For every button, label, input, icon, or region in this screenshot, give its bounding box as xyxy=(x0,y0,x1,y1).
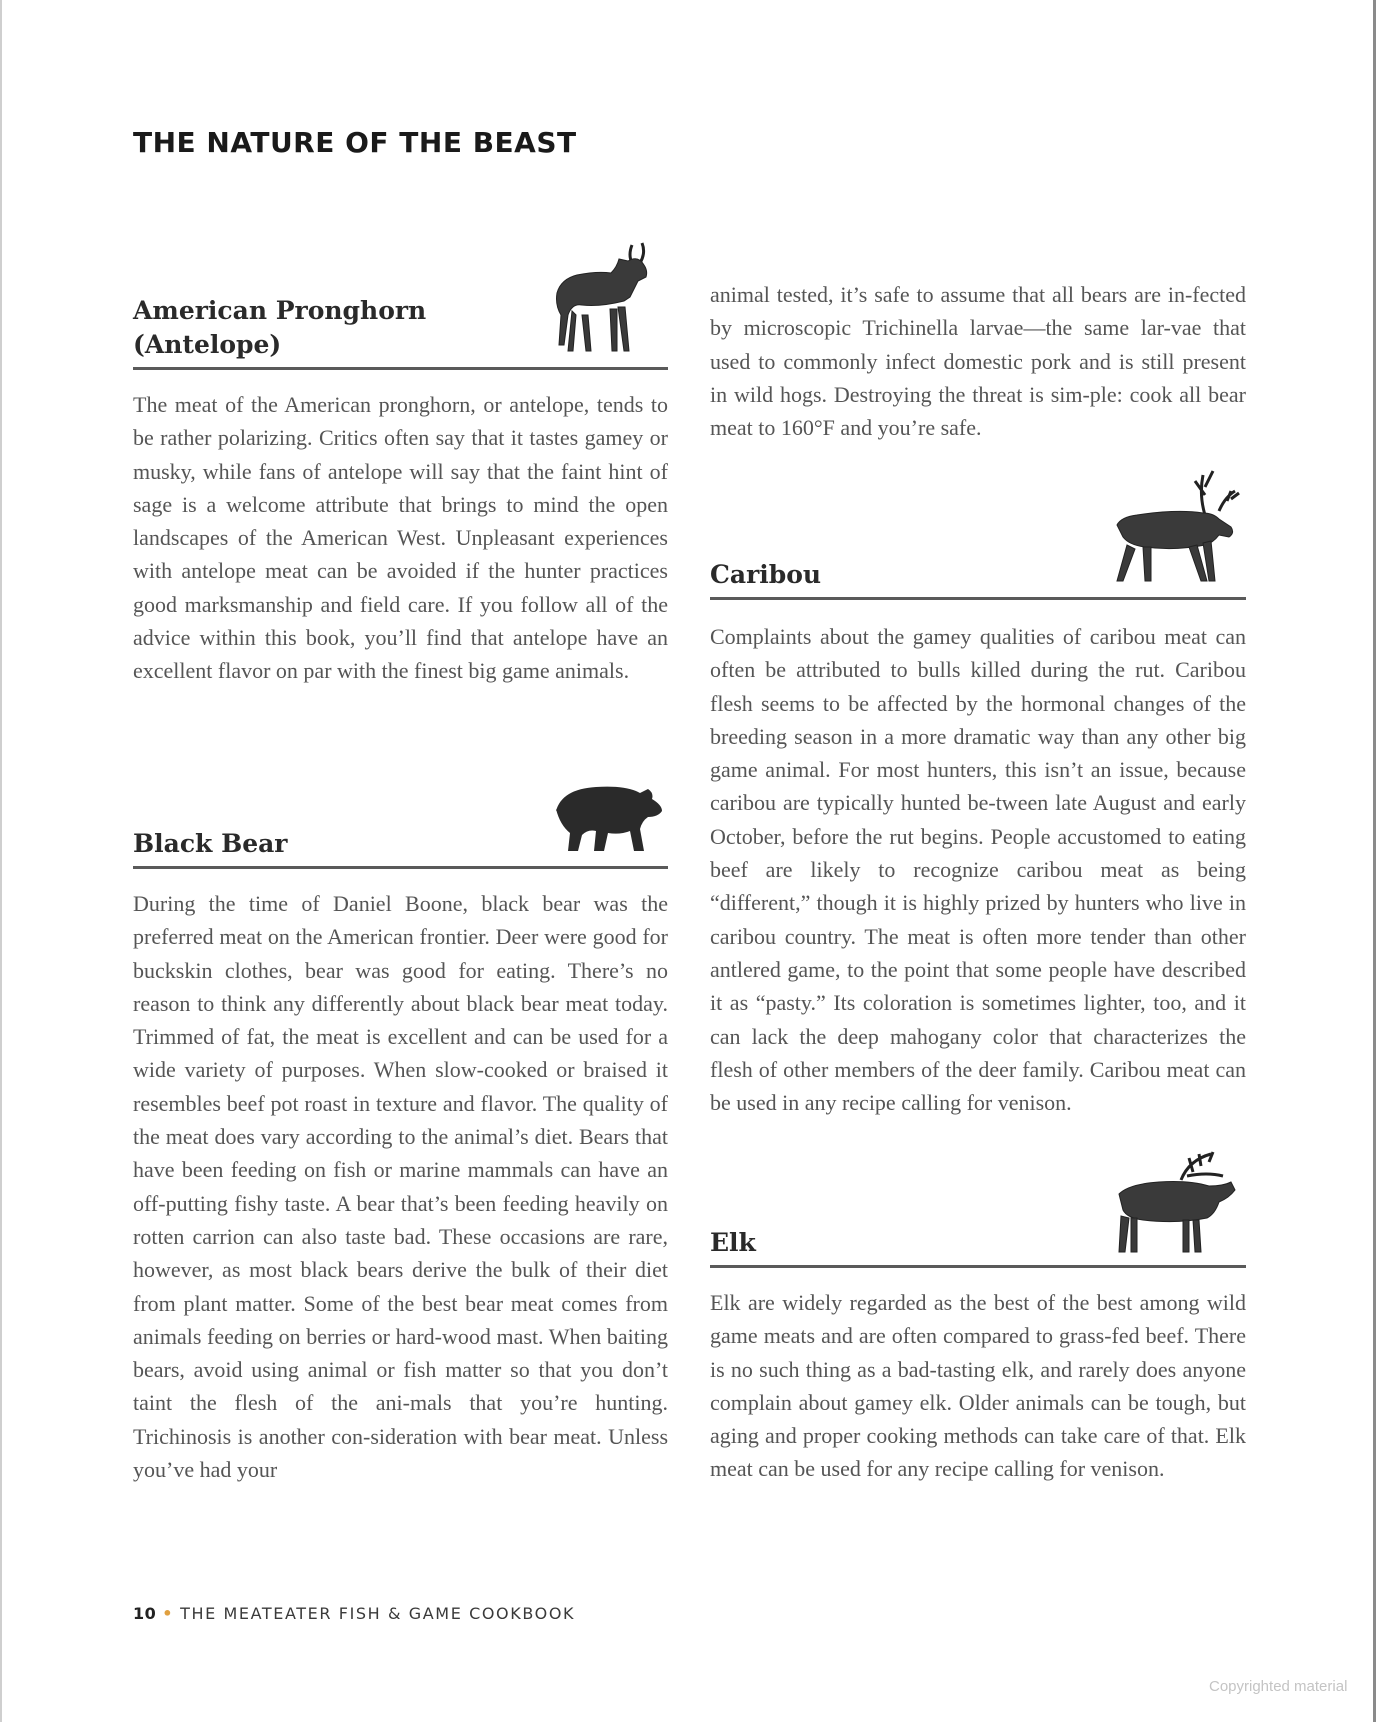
copyright-watermark: Copyrighted material xyxy=(1209,1678,1348,1695)
section-title: Black Bear xyxy=(133,829,288,858)
bullet-separator-icon: • xyxy=(162,1604,175,1623)
section-rule xyxy=(710,1265,1246,1268)
section-header xyxy=(710,470,1246,600)
section-title: Caribou xyxy=(710,560,822,589)
section-header xyxy=(710,1148,1246,1268)
page-number: 10 xyxy=(133,1604,157,1623)
page-edge-left xyxy=(0,0,2,1722)
section-title xyxy=(133,294,426,362)
section-rule xyxy=(133,367,668,370)
section-title-line-2: (Antelope) xyxy=(133,330,282,359)
page-title: THE NATURE OF THE BEAST xyxy=(133,126,577,159)
section-black-bear-continued xyxy=(710,278,1246,444)
section-body-continuation: animal tested, it’s safe to assume that all bears are in-fected by microscopic Trichinella larvae—the same lar-vae that used to commonly infect domestic pork and is still present in wild hogs. Destroying the threat is sim-ple: cook all bear meat to 160°F and you’re safe. xyxy=(710,282,1246,441)
section-black-bear xyxy=(133,769,668,1486)
caribou-icon xyxy=(1109,465,1244,590)
section-body: Complaints about the gamey qualities of caribou meat can often be attributed to bulls killed during the rut. Caribou flesh seems to be affected by the hormonal changes of the breeding season in a more dramatic way than any other big game animal. For most hunters, this isn’t an issue, because caribou are typically hunted be-tween late August and early October, before the rut begins. People accustomed to eating beef are likely to recognize caribou meat as being “different,” though it is highly prized by hunters who live in caribou country. The meat is often more tender than other antlered game, to the point that some people have described it as “pasty.” Its coloration is sometimes lighter, too, and it can lack the deep mahogany color that characterizes the flesh of other members of the deer family. Caribou meat can be used in any recipe calling for venison. xyxy=(710,624,1246,1116)
section-caribou xyxy=(710,470,1246,1119)
book-title: THE MEATEATER FISH & GAME COOKBOOK xyxy=(180,1604,576,1623)
section-header xyxy=(133,769,668,869)
section-pronghorn xyxy=(133,235,668,688)
pronghorn-icon xyxy=(546,239,656,364)
section-rule xyxy=(710,597,1246,600)
bear-icon xyxy=(546,781,666,861)
section-elk xyxy=(710,1148,1246,1486)
elk-icon xyxy=(1111,1150,1236,1260)
section-title: Elk xyxy=(710,1228,756,1257)
section-body: The meat of the American pronghorn, or antelope, tends to be rather polarizing. Critics often say that it tastes gamey or musky, while fans of antelope will say that the faint hint of sage is a welcome attribute that brings to mind the open landscapes of the American West. Unpleasant experiences with antelope meat can be avoided if the hunter practices good marksmanship and field care. If you follow all of the advice within this book, you’ll find that antelope have an excellent flavor on par with the finest big game animals. xyxy=(133,392,668,684)
page-footer xyxy=(133,1604,575,1623)
section-body: Elk are widely regarded as the best of the best among wild game meats and are often compared to grass-fed beef. There is no such thing as a bad-tasting elk, and rarely does anyone complain about gamey elk. Older animals can be tough, but aging and proper cooking methods can take care of that. Elk meat can be used for any recipe calling for venison. xyxy=(710,1290,1246,1482)
section-rule xyxy=(133,866,668,869)
section-body: During the time of Daniel Boone, black bear was the preferred meat on the American frontier. Deer were good for buckskin clothes, bear was good for eating. There’s no reason to think any differently about black bear meat today. Trimmed of fat, the meat is excellent and can be used for a wide variety of purposes. When slow-cooked or braised it resembles beef pot roast in texture and flavor. The quality of the meat does vary according to the animal’s diet. Bears that have been feeding on fish or marine mammals can have an off-putting fishy taste. A bear that’s been feeding heavily on rotten carrion can also taste bad. These occasions are rare, however, as most black bears derive the bulk of their diet from plant matter. Some of the best bear meat comes from animals feeding on berries or hard-wood mast. When baiting bears, avoid using animal or fish matter so that you don’t taint the flesh of the ani-mals that you’re hunting. Trichinosis is another con-sideration with bear meat. Unless you’ve had your xyxy=(133,891,668,1483)
section-header xyxy=(133,235,668,370)
section-title-line-1: American Pronghorn xyxy=(133,296,427,325)
